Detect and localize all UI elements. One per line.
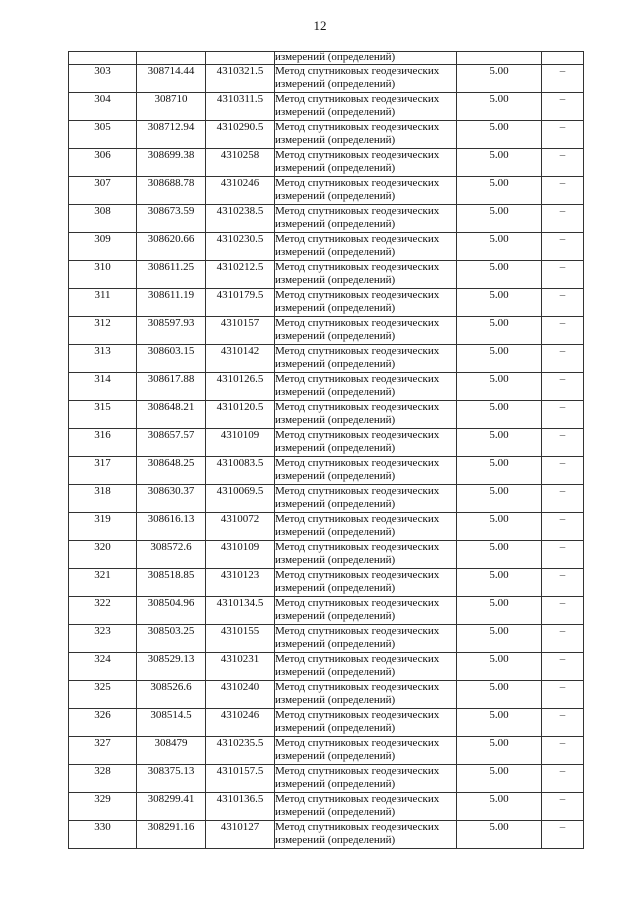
y-coordinate: 4310235.5 [206, 737, 275, 765]
method-cell [275, 681, 457, 709]
method-line-1: Метод спутниковых геодезических [275, 709, 440, 721]
y-coordinate: 4310290.5 [206, 121, 275, 149]
x-coordinate: 308526.6 [137, 681, 206, 709]
table-row [69, 429, 584, 457]
description-value: – [542, 233, 584, 261]
accuracy-value: 5.00 [457, 793, 542, 821]
method-cell [275, 121, 457, 149]
x-coordinate: 308712.94 [137, 121, 206, 149]
x-coordinate: 308299.41 [137, 793, 206, 821]
y-coordinate: 4310127 [206, 821, 275, 849]
method-line-1: Метод спутниковых геодезических [275, 513, 440, 525]
method-cell [275, 345, 457, 373]
y-coordinate: 4310142 [206, 345, 275, 373]
description-value: – [542, 793, 584, 821]
method-cell [275, 653, 457, 681]
coordinates-table [68, 51, 584, 849]
continuation-cell-x [137, 52, 206, 65]
description-value: – [542, 569, 584, 597]
accuracy-value: 5.00 [457, 205, 542, 233]
description-value: – [542, 457, 584, 485]
x-coordinate: 308514.5 [137, 709, 206, 737]
method-line-1: Метод спутниковых геодезических [275, 569, 440, 581]
accuracy-value: 5.00 [457, 569, 542, 597]
method-cell [275, 317, 457, 345]
accuracy-value: 5.00 [457, 541, 542, 569]
accuracy-value: 5.00 [457, 765, 542, 793]
accuracy-value: 5.00 [457, 65, 542, 93]
description-value: – [542, 597, 584, 625]
method-line-1: Метод спутниковых геодезических [275, 65, 440, 77]
y-coordinate: 4310230.5 [206, 233, 275, 261]
method-line-1: Метод спутниковых геодезических [275, 121, 440, 133]
x-coordinate: 308504.96 [137, 597, 206, 625]
table-row [69, 793, 584, 821]
description-value: – [542, 317, 584, 345]
method-line-1: Метод спутниковых геодезических [275, 821, 440, 833]
point-number: 324 [69, 653, 137, 681]
x-coordinate: 308673.59 [137, 205, 206, 233]
method-cell [275, 65, 457, 93]
x-coordinate: 308648.21 [137, 401, 206, 429]
table-row [69, 345, 584, 373]
method-cell [275, 205, 457, 233]
method-line-2: измерений (определений) [275, 526, 396, 538]
method-line-2: измерений (определений) [275, 78, 396, 90]
method-line-2: измерений (определений) [275, 162, 396, 174]
table-body [69, 52, 584, 849]
x-coordinate: 308699.38 [137, 149, 206, 177]
x-coordinate: 308688.78 [137, 177, 206, 205]
x-coordinate: 308518.85 [137, 569, 206, 597]
method-cell [275, 541, 457, 569]
point-number: 329 [69, 793, 137, 821]
table-row [69, 289, 584, 317]
accuracy-value: 5.00 [457, 93, 542, 121]
accuracy-value: 5.00 [457, 317, 542, 345]
table-row [69, 233, 584, 261]
table-row [69, 205, 584, 233]
y-coordinate: 4310179.5 [206, 289, 275, 317]
continuation-row [69, 52, 584, 65]
table-row [69, 317, 584, 345]
table-row [69, 457, 584, 485]
x-coordinate: 308375.13 [137, 765, 206, 793]
method-line-2: измерений (определений) [275, 358, 396, 370]
point-number: 317 [69, 457, 137, 485]
x-coordinate: 308603.15 [137, 345, 206, 373]
accuracy-value: 5.00 [457, 373, 542, 401]
accuracy-value: 5.00 [457, 401, 542, 429]
y-coordinate: 4310123 [206, 569, 275, 597]
point-number: 308 [69, 205, 137, 233]
description-value: – [542, 93, 584, 121]
table-row [69, 401, 584, 429]
method-line-2: измерений (определений) [275, 638, 396, 650]
point-number: 309 [69, 233, 137, 261]
continuation-cell-y [206, 52, 275, 65]
description-value: – [542, 513, 584, 541]
continuation-cell-num [69, 52, 137, 65]
point-number: 318 [69, 485, 137, 513]
method-line-2: измерений (определений) [275, 694, 396, 706]
point-number: 315 [69, 401, 137, 429]
table-row [69, 261, 584, 289]
point-number: 323 [69, 625, 137, 653]
method-line-1: Метод спутниковых геодезических [275, 317, 440, 329]
x-coordinate: 308648.25 [137, 457, 206, 485]
table-row [69, 373, 584, 401]
method-cell [275, 401, 457, 429]
description-value: – [542, 709, 584, 737]
method-line-2: измерений (определений) [275, 190, 396, 202]
table-row [69, 765, 584, 793]
method-cell [275, 373, 457, 401]
accuracy-value: 5.00 [457, 457, 542, 485]
table-row [69, 485, 584, 513]
method-line-1: Метод спутниковых геодезических [275, 177, 440, 189]
description-value: – [542, 261, 584, 289]
method-line-2: измерений (определений) [275, 722, 396, 734]
y-coordinate: 4310240 [206, 681, 275, 709]
description-value: – [542, 373, 584, 401]
method-line-2: измерений (определений) [275, 274, 396, 286]
accuracy-value: 5.00 [457, 429, 542, 457]
y-coordinate: 4310109 [206, 541, 275, 569]
accuracy-value: 5.00 [457, 513, 542, 541]
point-number: 310 [69, 261, 137, 289]
method-line-2: измерений (определений) [275, 750, 396, 762]
continuation-method: измерений (определений) [275, 52, 457, 65]
description-value: – [542, 205, 584, 233]
point-number: 319 [69, 513, 137, 541]
method-line-2: измерений (определений) [275, 806, 396, 818]
description-value: – [542, 653, 584, 681]
table-row [69, 569, 584, 597]
method-line-1: Метод спутниковых геодезических [275, 289, 440, 301]
accuracy-value: 5.00 [457, 177, 542, 205]
description-value: – [542, 149, 584, 177]
table-row [69, 149, 584, 177]
x-coordinate: 308657.57 [137, 429, 206, 457]
method-line-2: измерений (определений) [275, 666, 396, 678]
point-number: 326 [69, 709, 137, 737]
method-line-2: измерений (определений) [275, 386, 396, 398]
point-number: 303 [69, 65, 137, 93]
method-line-1: Метод спутниковых геодезических [275, 457, 440, 469]
method-line-2: измерений (определений) [275, 302, 396, 314]
method-line-2: измерений (определений) [275, 218, 396, 230]
table-row [69, 597, 584, 625]
accuracy-value: 5.00 [457, 821, 542, 849]
method-cell [275, 709, 457, 737]
method-line-2: измерений (определений) [275, 554, 396, 566]
point-number: 325 [69, 681, 137, 709]
y-coordinate: 4310321.5 [206, 65, 275, 93]
method-line-1: Метод спутниковых геодезических [275, 765, 440, 777]
point-number: 314 [69, 373, 137, 401]
y-coordinate: 4310157.5 [206, 765, 275, 793]
method-line-1: Метод спутниковых геодезических [275, 149, 440, 161]
method-line-1: Метод спутниковых геодезических [275, 485, 440, 497]
description-value: – [542, 541, 584, 569]
accuracy-value: 5.00 [457, 625, 542, 653]
point-number: 313 [69, 345, 137, 373]
accuracy-value: 5.00 [457, 149, 542, 177]
method-cell [275, 177, 457, 205]
method-line-1: Метод спутниковых геодезических [275, 401, 440, 413]
method-cell [275, 625, 457, 653]
method-line-1: Метод спутниковых геодезических [275, 373, 440, 385]
point-number: 328 [69, 765, 137, 793]
method-line-2: измерений (определений) [275, 498, 396, 510]
accuracy-value: 5.00 [457, 289, 542, 317]
accuracy-value: 5.00 [457, 737, 542, 765]
table-row [69, 513, 584, 541]
method-cell [275, 261, 457, 289]
method-line-1: Метод спутниковых геодезических [275, 261, 440, 273]
method-line-2: измерений (определений) [275, 134, 396, 146]
table-row [69, 681, 584, 709]
description-value: – [542, 821, 584, 849]
method-cell [275, 457, 457, 485]
y-coordinate: 4310246 [206, 709, 275, 737]
method-line-2: измерений (определений) [275, 106, 396, 118]
y-coordinate: 4310083.5 [206, 457, 275, 485]
method-cell [275, 793, 457, 821]
method-line-1: Метод спутниковых геодезических [275, 625, 440, 637]
method-line-2: измерений (определений) [275, 246, 396, 258]
method-line-1: Метод спутниковых геодезических [275, 345, 440, 357]
description-value: – [542, 681, 584, 709]
method-line-1: Метод спутниковых геодезических [275, 681, 440, 693]
point-number: 330 [69, 821, 137, 849]
method-line-1: Метод спутниковых геодезических [275, 233, 440, 245]
x-coordinate: 308616.13 [137, 513, 206, 541]
x-coordinate: 308597.93 [137, 317, 206, 345]
table-row [69, 93, 584, 121]
point-number: 311 [69, 289, 137, 317]
y-coordinate: 4310072 [206, 513, 275, 541]
continuation-cell-desc [542, 52, 584, 65]
x-coordinate: 308620.66 [137, 233, 206, 261]
y-coordinate: 4310258 [206, 149, 275, 177]
x-coordinate: 308617.88 [137, 373, 206, 401]
point-number: 320 [69, 541, 137, 569]
method-cell [275, 569, 457, 597]
y-coordinate: 4310109 [206, 429, 275, 457]
method-cell [275, 597, 457, 625]
description-value: – [542, 737, 584, 765]
accuracy-value: 5.00 [457, 653, 542, 681]
table-row [69, 625, 584, 653]
description-value: – [542, 65, 584, 93]
method-line-1: Метод спутниковых геодезических [275, 653, 440, 665]
y-coordinate: 4310155 [206, 625, 275, 653]
method-line-1: Метод спутниковых геодезических [275, 93, 440, 105]
table-row [69, 709, 584, 737]
x-coordinate: 308291.16 [137, 821, 206, 849]
table-row [69, 65, 584, 93]
accuracy-value: 5.00 [457, 681, 542, 709]
method-cell [275, 233, 457, 261]
x-coordinate: 308710 [137, 93, 206, 121]
y-coordinate: 4310238.5 [206, 205, 275, 233]
table-row [69, 821, 584, 849]
description-value: – [542, 121, 584, 149]
description-value: – [542, 345, 584, 373]
table-row [69, 653, 584, 681]
y-coordinate: 4310069.5 [206, 485, 275, 513]
y-coordinate: 4310126.5 [206, 373, 275, 401]
table-row [69, 121, 584, 149]
description-value: – [542, 625, 584, 653]
method-line-2: измерений (определений) [275, 834, 396, 846]
y-coordinate: 4310120.5 [206, 401, 275, 429]
accuracy-value: 5.00 [457, 485, 542, 513]
accuracy-value: 5.00 [457, 121, 542, 149]
method-cell [275, 429, 457, 457]
y-coordinate: 4310136.5 [206, 793, 275, 821]
point-number: 306 [69, 149, 137, 177]
method-line-1: Метод спутниковых геодезических [275, 737, 440, 749]
y-coordinate: 4310212.5 [206, 261, 275, 289]
method-line-2: измерений (определений) [275, 582, 396, 594]
accuracy-value: 5.00 [457, 709, 542, 737]
x-coordinate: 308611.25 [137, 261, 206, 289]
table-row [69, 177, 584, 205]
x-coordinate: 308630.37 [137, 485, 206, 513]
method-line-1: Метод спутниковых геодезических [275, 205, 440, 217]
method-cell [275, 149, 457, 177]
method-line-2: измерений (определений) [275, 442, 396, 454]
method-cell [275, 289, 457, 317]
accuracy-value: 5.00 [457, 597, 542, 625]
method-line-2: измерений (определений) [275, 330, 396, 342]
description-value: – [542, 765, 584, 793]
page-number: 12 [313, 18, 327, 33]
x-coordinate: 308611.19 [137, 289, 206, 317]
table-row [69, 541, 584, 569]
point-number: 327 [69, 737, 137, 765]
x-coordinate: 308572.6 [137, 541, 206, 569]
method-line-1: Метод спутниковых геодезических [275, 793, 440, 805]
y-coordinate: 4310231 [206, 653, 275, 681]
y-coordinate: 4310246 [206, 177, 275, 205]
y-coordinate: 4310134.5 [206, 597, 275, 625]
y-coordinate: 4310157 [206, 317, 275, 345]
table-row [69, 737, 584, 765]
point-number: 307 [69, 177, 137, 205]
method-cell [275, 513, 457, 541]
x-coordinate: 308714.44 [137, 65, 206, 93]
description-value: – [542, 289, 584, 317]
accuracy-value: 5.00 [457, 233, 542, 261]
method-line-2: измерений (определений) [275, 610, 396, 622]
method-cell [275, 765, 457, 793]
method-line-2: измерений (определений) [275, 778, 396, 790]
description-value: – [542, 429, 584, 457]
point-number: 322 [69, 597, 137, 625]
continuation-cell-accuracy [457, 52, 542, 65]
method-cell [275, 93, 457, 121]
x-coordinate: 308479 [137, 737, 206, 765]
accuracy-value: 5.00 [457, 261, 542, 289]
method-line-2: измерений (определений) [275, 414, 396, 426]
x-coordinate: 308529.13 [137, 653, 206, 681]
method-line-1: Метод спутниковых геодезических [275, 541, 440, 553]
method-cell [275, 485, 457, 513]
y-coordinate: 4310311.5 [206, 93, 275, 121]
point-number: 305 [69, 121, 137, 149]
point-number: 316 [69, 429, 137, 457]
description-value: – [542, 485, 584, 513]
description-value: – [542, 177, 584, 205]
method-line-1: Метод спутниковых геодезических [275, 429, 440, 441]
point-number: 321 [69, 569, 137, 597]
description-value: – [542, 401, 584, 429]
method-line-1: Метод спутниковых геодезических [275, 597, 440, 609]
point-number: 304 [69, 93, 137, 121]
method-line-2: измерений (определений) [275, 470, 396, 482]
point-number: 312 [69, 317, 137, 345]
accuracy-value: 5.00 [457, 345, 542, 373]
method-cell [275, 821, 457, 849]
x-coordinate: 308503.25 [137, 625, 206, 653]
method-cell [275, 737, 457, 765]
